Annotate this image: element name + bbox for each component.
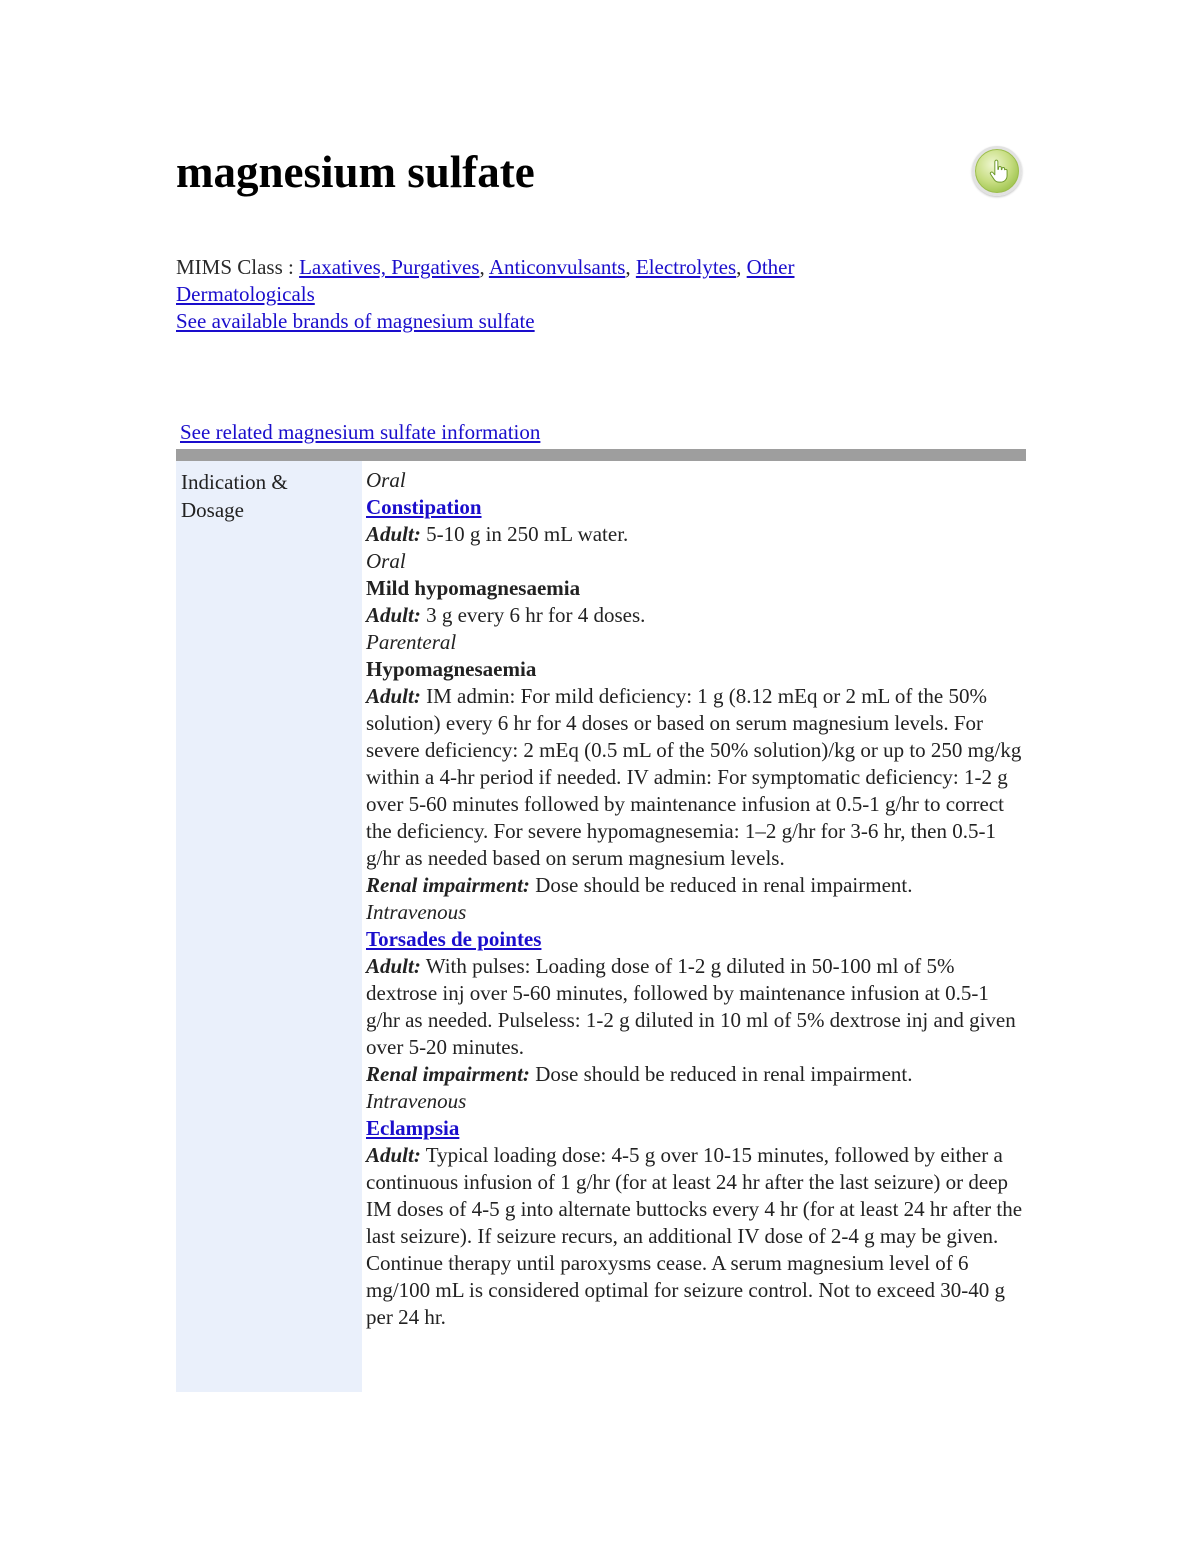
- route-label: Intravenous: [366, 1089, 467, 1113]
- dosage-line: [366, 1061, 1026, 1088]
- route-label: Parenteral: [366, 630, 457, 654]
- related-information-link[interactable]: See related magnesium sulfate information: [180, 420, 541, 444]
- route-label: Oral: [366, 468, 406, 492]
- dosage-content: [366, 467, 1026, 1331]
- dosage-line-label: Adult:: [366, 954, 421, 978]
- condition-link-torsades-de-pointes[interactable]: Torsades de pointes: [366, 927, 542, 951]
- dosage-line: [366, 953, 1026, 1061]
- dosage-line-label: Adult:: [366, 684, 421, 708]
- condition-heading: [366, 494, 1026, 521]
- condition-heading: [366, 926, 1026, 953]
- dosage-entry: [366, 467, 1026, 548]
- hand-pointer-icon: [984, 158, 1010, 184]
- route-label: Oral: [366, 549, 406, 573]
- dosage-line-label: Adult:: [366, 603, 421, 627]
- section-label-cell: [176, 461, 362, 1392]
- mims-class-link-other-dermatologicals[interactable]: Other Dermatologicals: [176, 255, 795, 306]
- mims-class-link-anticonvulsants[interactable]: Anticonvulsants: [488, 255, 626, 279]
- mims-class-label: MIMS Class :: [176, 255, 300, 279]
- dosage-line-label: Renal impairment:: [366, 1062, 530, 1086]
- dosage-line-label: Renal impairment:: [366, 873, 530, 897]
- condition-heading-hypomagnesaemia: Hypomagnesaemia: [366, 657, 537, 681]
- dosage-line-text: 5-10 g in 250 mL water.: [420, 522, 629, 546]
- mims-class-link-laxatives[interactable]: Laxatives, Purgatives: [299, 255, 480, 279]
- mims-class-link-electrolytes[interactable]: Electrolytes: [635, 255, 737, 279]
- section-header-bar: [176, 449, 1026, 461]
- dosage-entry: [366, 1088, 1026, 1331]
- dosage-line: [366, 1142, 1026, 1331]
- dosage-entry: [366, 629, 1026, 899]
- section-label: Indication & Dosage: [181, 470, 288, 522]
- dosage-entry: [366, 899, 1026, 1088]
- mims-class-block: MIMS Class : Laxatives, Purgatives, Anticonvulsants, Electrolytes, Other Dermatologicals See available brands of magnesium sulfate: [176, 255, 795, 333]
- dosage-line: [366, 683, 1026, 872]
- dosage-line-label: Adult:: [366, 522, 421, 546]
- dosage-line-text: Dose should be reduced in renal impairment.: [529, 1062, 913, 1086]
- route-label: Intravenous: [366, 900, 467, 924]
- dosage-entry: [366, 548, 1026, 629]
- dosage-line-text: Dose should be reduced in renal impairment.: [529, 873, 913, 897]
- available-brands-link[interactable]: See available brands of magnesium sulfate: [176, 309, 535, 333]
- condition-heading-mild-hypomagnesaemia: Mild hypomagnesaemia: [366, 576, 581, 600]
- condition-heading: [366, 1115, 1026, 1142]
- dosage-line-text: With pulses: Loading dose of 1-2 g diluted in 50-100 ml of 5% dextrose inj over 5-60 minutes, followed by maintenance infusion at 0.5-1 g/hr as needed. Pulseless: 1-2 g diluted in 10 ml of 5% dextrose inj and given over 5-20 minutes.: [366, 954, 1016, 1059]
- dosage-line-text: IM admin: For mild deficiency: 1 g (8.12 mEq or 2 mL of the 50% solution) every 6 hr for 4 doses or based on serum magnesium levels. For severe deficiency: 2 mEq (0.5 mL of the 50% solution)/kg or up to 250 mg/kg within a 4-hr period if needed. IV admin: For symptomatic deficiency: 1-2 g over 5-60 minutes followed by maintenance infusion at 0.5-1 g/hr to correct the deficiency. For severe hypomagnesemia: 1–2 g/hr for 3-6 hr, then 0.5-1 g/hr as needed based on serum magnesium levels.: [366, 684, 1022, 870]
- dosage-line-text: 3 g every 6 hr for 4 doses.: [420, 603, 646, 627]
- dosage-line-label: Adult:: [366, 1143, 421, 1167]
- hand-pointer-button[interactable]: [972, 146, 1022, 196]
- dosage-line: [366, 521, 1026, 548]
- dosage-line: [366, 602, 1026, 629]
- condition-link-constipation[interactable]: Constipation: [366, 495, 482, 519]
- condition-link-eclampsia[interactable]: Eclampsia: [366, 1116, 460, 1140]
- dosage-line-text: Typical loading dose: 4-5 g over 10-15 minutes, followed by either a continuous infusion of 1 g/hr (for at least 24 hr after the last seizure) or deep IM doses of 4-5 g into alternate buttocks every 4 hr (for at least 24 hr after the last seizure). If seizure recurs, an additional IV dose of 2-4 g may be given. Continue therapy until paroxysms cease. A serum magnesium level of 6 mg/100 mL is considered optimal for seizure control. Not to exceed 30-40 g per 24 hr.: [366, 1143, 1023, 1329]
- dosage-line: [366, 872, 1026, 899]
- page-title: magnesium sulfate: [176, 147, 535, 197]
